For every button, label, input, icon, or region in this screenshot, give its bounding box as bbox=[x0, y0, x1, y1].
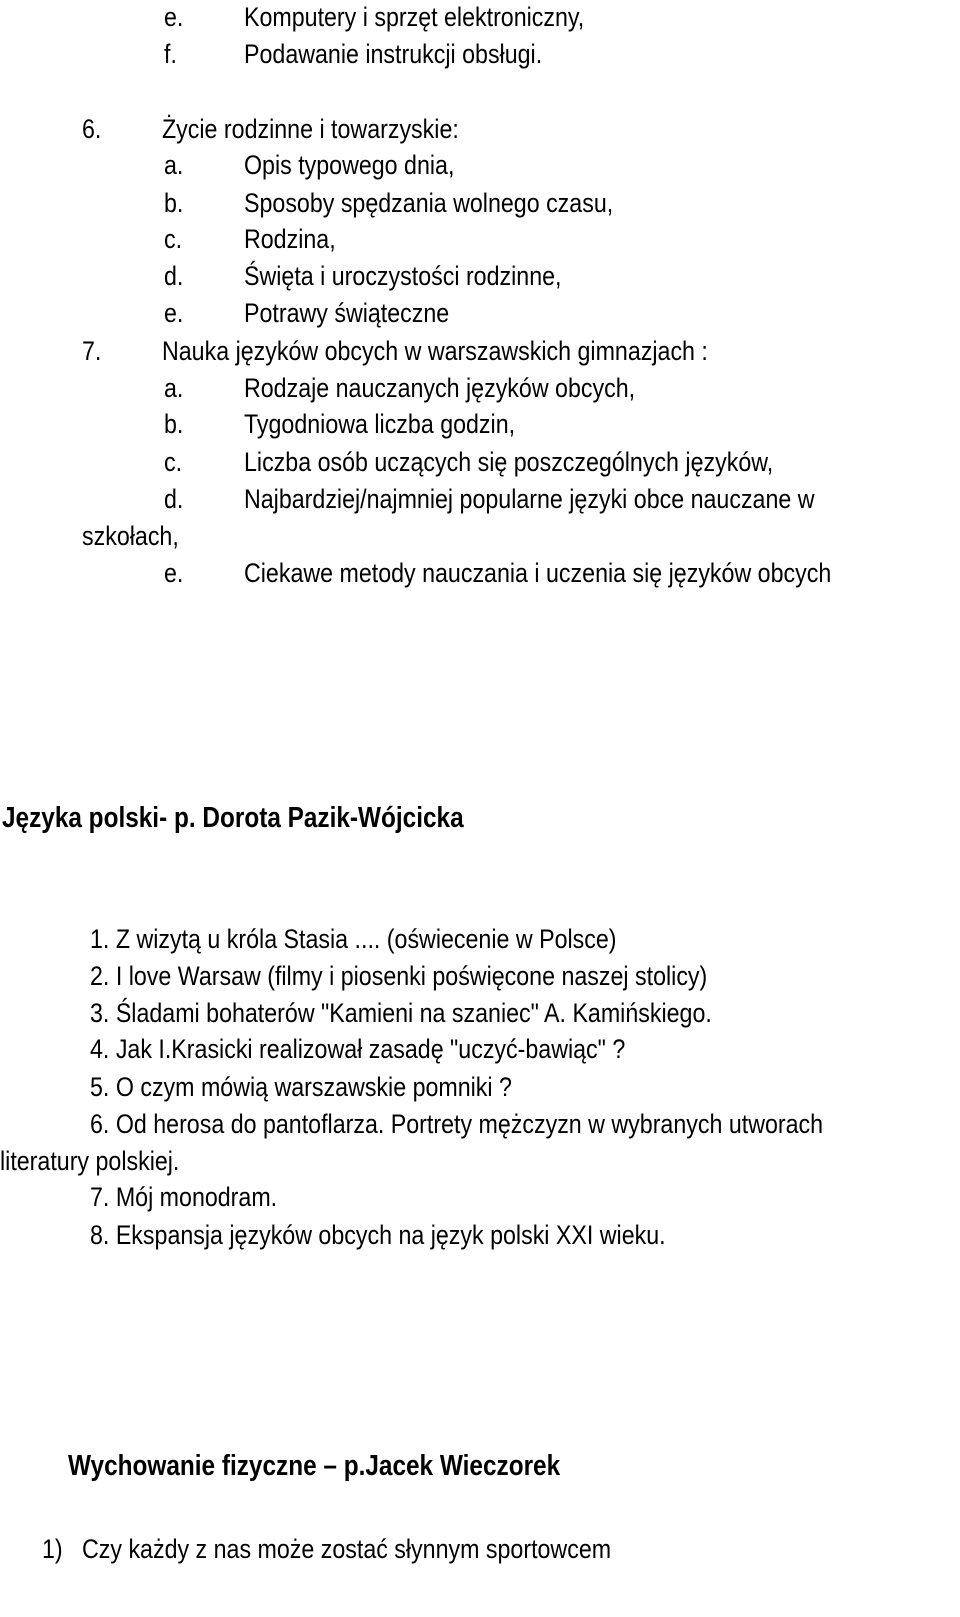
section-number: 7. bbox=[82, 336, 102, 366]
list-marker: c. bbox=[164, 447, 183, 477]
section-title: Życie rodzinne i towarzyskie: bbox=[162, 114, 459, 144]
topic-item-continuation: literatury polskiej. bbox=[0, 1146, 180, 1176]
list-marker: 1) bbox=[42, 1534, 63, 1564]
topic-item: 2. I love Warsaw (filmy i piosenki poświęcone naszej stolicy) bbox=[90, 961, 708, 991]
list-item-text: Ciekawe metody nauczania i uczenia się języków obcych bbox=[244, 558, 832, 588]
list-marker: b. bbox=[164, 188, 184, 218]
list-marker: e. bbox=[164, 2, 184, 32]
topic-item: 1. Z wizytą u króla Stasia .... (oświecenie w Polsce) bbox=[90, 924, 617, 954]
list-marker: e. bbox=[164, 558, 184, 588]
list-item-text: Podawanie instrukcji obsługi. bbox=[244, 39, 543, 69]
list-marker: f. bbox=[164, 39, 177, 69]
topic-item: 4. Jak I.Krasicki realizował zasadę "uczyć-bawiąc" ? bbox=[90, 1034, 626, 1064]
list-item-text: Święta i uroczystości rodzinne, bbox=[244, 261, 562, 291]
list-item-text: Potrawy świąteczne bbox=[244, 298, 450, 328]
list-item-text: Sposoby spędzania wolnego czasu, bbox=[244, 188, 614, 218]
section-heading: Wychowanie fizyczne – p.Jacek Wieczorek bbox=[68, 1450, 561, 1482]
section-title: Nauka języków obcych w warszawskich gimnazjach : bbox=[162, 336, 708, 366]
section-number: 6. bbox=[82, 114, 102, 144]
topic-item: 6. Od herosa do pantoflarza. Portrety mężczyzn w wybranych utworach bbox=[90, 1109, 824, 1139]
list-item-text: Rodzina, bbox=[244, 224, 336, 254]
list-marker: b. bbox=[164, 409, 184, 439]
list-marker: a. bbox=[164, 150, 184, 180]
list-item-continuation: szkołach, bbox=[82, 521, 179, 551]
list-item-text: Komputery i sprzęt elektroniczny, bbox=[244, 2, 585, 32]
list-item-text: Opis typowego dnia, bbox=[244, 150, 455, 180]
list-item-text: Najbardziej/najmniej popularne języki obce nauczane w bbox=[244, 484, 815, 514]
list-item-text: Liczba osób uczących się poszczególnych języków, bbox=[244, 447, 774, 477]
list-item-text: Tygodniowa liczba godzin, bbox=[244, 409, 516, 439]
topic-item: 5. O czym mówią warszawskie pomniki ? bbox=[90, 1072, 512, 1102]
list-marker: d. bbox=[164, 484, 184, 514]
list-marker: d. bbox=[164, 261, 184, 291]
list-marker: a. bbox=[164, 373, 184, 403]
topic-item: 3. Śladami bohaterów "Kamieni na szaniec" A. Kamińskiego. bbox=[90, 998, 712, 1028]
topic-item: Czy każdy z nas może zostać słynnym sportowcem bbox=[82, 1534, 612, 1564]
topic-item: 8. Ekspansja języków obcych na język polski XXI wieku. bbox=[90, 1220, 666, 1250]
list-marker: e. bbox=[164, 298, 184, 328]
section-heading: Języka polski- p. Dorota Pazik-Wójcicka bbox=[2, 802, 464, 834]
topic-item: 7. Mój monodram. bbox=[90, 1182, 278, 1212]
list-item-text: Rodzaje nauczanych języków obcych, bbox=[244, 373, 636, 403]
list-marker: c. bbox=[164, 224, 183, 254]
